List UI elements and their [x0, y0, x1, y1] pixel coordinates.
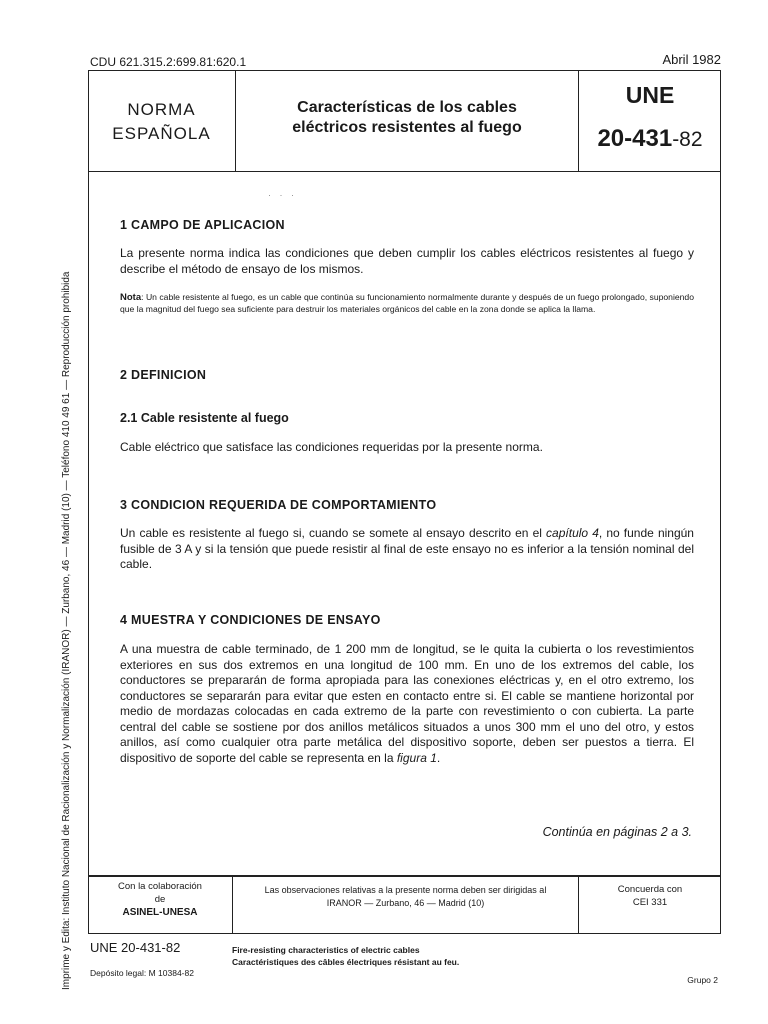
price-group: Grupo 2: [687, 975, 718, 985]
standard-number: [579, 125, 721, 153]
figure-reference: figura 1: [396, 750, 437, 765]
title-line: Características de los cables: [297, 99, 517, 116]
section-3-body: [120, 526, 694, 573]
une-label: UNE: [625, 82, 675, 108]
cdu-code: CDU 621.315.2:699.81:620.1: [90, 55, 247, 69]
colab-line: de: [154, 894, 166, 905]
note-body: : Un cable resistente al fuego, es un cable que continúa su funcionamiento normalmente durante y después de un fuego prolongado, suponiendo que la magnitud del fuego sea suficiente para destruir los materiales orgánicos del cable en la zona donde se aplica la llama.: [120, 292, 694, 314]
section-4-text: A una muestra de cable terminado, de 1 200 mm de longitud, se le quita la cubierta o los revestimientos exteriores en sus dos extremos en una longitud de 100 mm. En uno de los extremos del cable, los conductores se prepararán de forma apropiada para las conexiones eléctricas y, en el otro extremo, los conductores se separarán para evitar que esten en contacto entre si. El cable se mantiene horizontal por medio de mordazas colocadas en cada extremo de la parte con revestimiento o con cubierta. La parte central del cable se sostiene por dos anillos metálicos situados a unos 300 mm el uno del otro, y estos anillos, así como cualquier otra parte metálica del dispositivo soporte, deben ser puestos a tierra. El dispositivo de soporte del cable se representa en la: [120, 642, 694, 765]
standard-year: -82: [672, 128, 703, 151]
scan-speckle: · · ·: [268, 190, 297, 200]
chapter-reference: capítulo 4: [546, 526, 599, 540]
obs-line: Las observaciones relativas a la presente norma deben ser dirigidas al: [264, 885, 547, 895]
section-2-1-body: Cable eléctrico que satisface las condiciones requeridas por la presente norma.: [120, 440, 543, 454]
document-title: [236, 98, 578, 138]
publication-date: Abril 1982: [662, 52, 721, 67]
title-french: Caractéristiques des câbles électriques résistant au feu.: [232, 957, 460, 967]
continuation-note: Continúa en páginas 2 a 3.: [542, 825, 692, 839]
concordance-line: Concuerda con: [617, 884, 683, 895]
standard-number-main: 20-431: [597, 125, 673, 152]
norma-line: NORMA: [127, 100, 196, 119]
norma-line: ESPAÑOLA: [112, 124, 211, 143]
title-english: Fire-resisting characteristics of electric cables: [232, 945, 420, 955]
title-line: eléctricos resistentes al fuego: [292, 119, 522, 136]
section-2-title: 2 DEFINICION: [120, 368, 207, 382]
norma-espanola: [88, 98, 235, 146]
footer-standard-code: UNE 20-431-82: [90, 940, 181, 955]
section-4-text: .: [436, 750, 441, 765]
observations-block: [233, 884, 578, 909]
concordance-block: [579, 884, 721, 909]
section-3-text: Un cable es resistente al fuego si, cuando se somete al ensayo descrito en el: [120, 526, 547, 540]
translated-titles: [232, 944, 459, 968]
section-2-1-title: 2.1 Cable resistente al fuego: [120, 411, 289, 425]
header-divider: [88, 171, 721, 172]
collaboration-block: [88, 880, 232, 919]
section-4-body: [120, 642, 694, 766]
section-3-title: 3 CONDICION REQUERIDA DE COMPORTAMIENTO: [120, 498, 437, 512]
obs-address: IRANOR — Zurbano, 46 — Madrid (10): [326, 897, 485, 908]
section-1-body: La presente norma indica las condiciones que deben cumplir los cables eléctricos resistentes al fuego y describe el método de ensayo de los mismos.: [120, 246, 694, 276]
publisher-side-text: Imprime y Edita: Instituto Nacional de Racionalización y Normalización (IRANOR) — Zurbano, 46 — Madrid (10) — Teléfono 410 49 61 — Reproducción prohibida: [61, 271, 72, 990]
colab-line: Con la colaboración: [118, 881, 202, 892]
section-3-text: , no funde ningún fusible de 3 A y si la tensión que puede resistir al final de este ensayo no es inferior a la tensión nominal del cable.: [120, 526, 694, 571]
section-1-note: [120, 292, 694, 314]
legal-deposit: Depósito legal: M 10384-82: [90, 968, 194, 978]
colab-org: ASINEL-UNESA: [122, 907, 198, 918]
section-1-title: 1 CAMPO DE APLICACION: [120, 218, 285, 232]
note-label: Nota: [120, 292, 142, 303]
section-4-title: 4 MUESTRA Y CONDICIONES DE ENSAYO: [120, 613, 381, 627]
concordance-ref: CEI 331: [632, 896, 668, 908]
